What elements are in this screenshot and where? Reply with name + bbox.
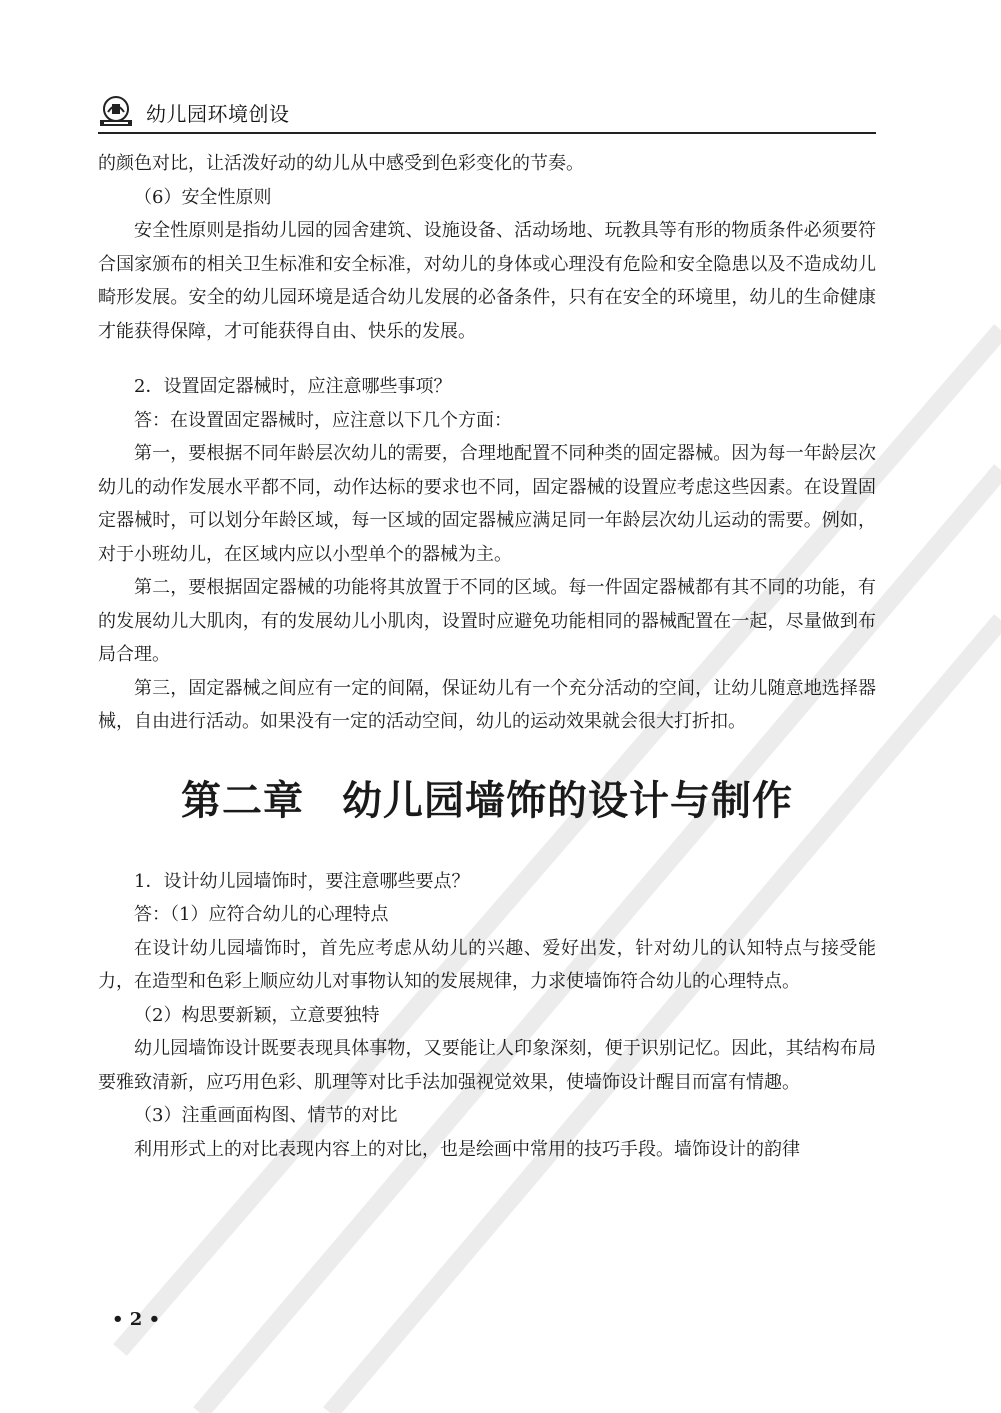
chapter-title [98,773,876,829]
question: 2．设置固定器械时，应注意哪些事项？ [134,376,452,397]
answer-intro: 答：（1）应符合幼儿的心理特点 [134,904,389,925]
answer-intro: 答：在设置固定器械时，应注意以下几个方面： [134,409,512,431]
header-title: 幼儿园环境创设 [146,102,290,126]
paragraph: 在设计幼儿园墙饰时，首先应考虑从幼儿的兴趣、爱好出发，针对幼儿的认知特点与接受能力，在造型和色彩上顺应幼儿对事物认知的发展规律，力求使墙饰符合幼儿的心理特点。 [98,937,876,992]
page-content [98,147,876,1166]
section-heading: （6）安全性原则 [134,186,272,208]
paragraph: 第一，要根据不同年龄层次幼儿的需要，合理地配置不同种类的固定器械。因为每一年龄层次幼儿的动作发展水平都不同，动作达标的要求也不同，固定器械的设置应考虑这些因素。在设置固定器械时，可以划分年龄区域，每一区域的固定器械应满足同一年龄层次幼儿运动的需要。例如，对于小班幼儿，在区域内应以小型单个的器械为主。 [98,443,876,565]
paragraph: 第二，要根据固定器械的功能将其放置于不同的区域。每一件固定器械都有其不同的功能，有的发展幼儿大肌肉，有的发展幼儿小肌肉，设置时应避免功能相同的器械配置在一起，尽量做到布局合理。 [98,577,876,665]
chapter-number: 第二章 [181,777,304,824]
question: 1．设计幼儿园墙饰时，要注意哪些要点？ [134,870,470,892]
section-heading: （2）构思要新颖，立意要独特 [134,1004,380,1026]
paragraph: 的颜色对比，让活泼好动的幼儿从中感受到色彩变化的节奏。 [98,153,584,174]
section-heading: （3）注重画面构图、情节的对比 [134,1105,398,1126]
paragraph: 利用形式上的对比表现内容上的对比，也是绘画中常用的技巧手段。墙饰设计的韵律 [134,1138,800,1160]
publisher-logo-icon [98,94,134,128]
running-header [98,92,876,134]
chapter-name: 幼儿园墙饰的设计与制作 [342,777,793,824]
page-number: • 2 • [112,1309,161,1330]
paragraph: 第三，固定器械之间应有一定的间隔，保证幼儿有一个充分活动的空间，让幼儿随意地选择器械，自由进行活动。如果没有一定的活动空间，幼儿的运动效果就会很大打折扣。 [98,677,876,732]
paragraph: 幼儿园墙饰设计既要表现具体事物，又要能让人印象深刻，便于识别记忆。因此，其结构布局要雅致清新，应巧用色彩、肌理等对比手法加强视觉效果，使墙饰设计醒目而富有情趣。 [98,1038,876,1093]
paragraph: 安全性原则是指幼儿园的园舍建筑、设施设备、活动场地、玩教具等有形的物质条件必须要符合国家颁布的相关卫生标准和安全标准，对幼儿的身体或心理没有危险和安全隐患以及不造成幼儿畸形发展。安全的幼儿园环境是适合幼儿发展的必备条件，只有在安全的环境里，幼儿的生命健康才能获得保障，才可能获得自由、快乐的发展。 [98,220,876,342]
